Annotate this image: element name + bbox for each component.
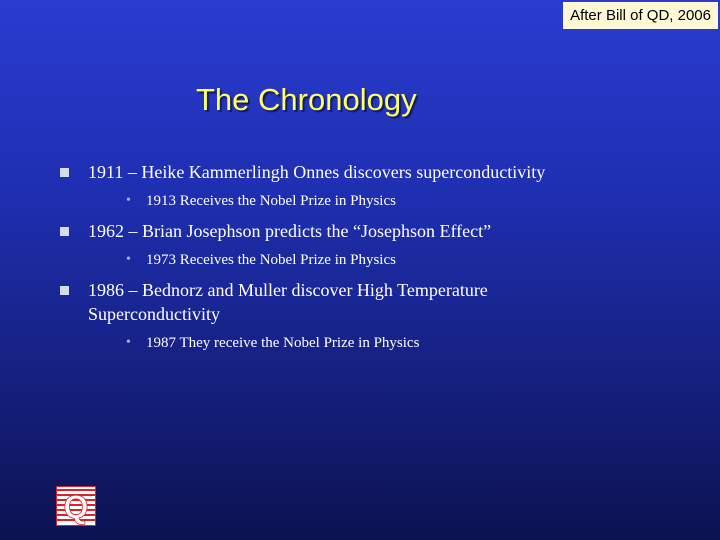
bullet-item <box>60 219 700 270</box>
sub-bullet <box>88 191 700 211</box>
sub-bullet <box>88 250 700 270</box>
square-bullet-icon <box>60 168 69 177</box>
logo-letter: Q <box>63 489 89 525</box>
bullet-item <box>60 278 700 353</box>
bullet-item <box>60 160 700 211</box>
bullet-text: 1911 – Heike Kammerlingh Onnes discovers superconductivity <box>88 162 546 182</box>
sub-bullet-text: 1987 They receive the Nobel Prize in Physics <box>146 335 420 351</box>
square-bullet-icon <box>60 227 69 236</box>
bullet-text: 1962 – Brian Josephson predicts the “Josephson Effect” <box>88 221 492 241</box>
sub-bullet-text: 1973 Receives the Nobel Prize in Physics <box>146 252 396 268</box>
dot-bullet-icon: • <box>126 193 131 208</box>
bullet-list <box>60 160 700 353</box>
slide-title: The Chronology <box>196 82 417 117</box>
square-bullet-icon <box>60 286 69 295</box>
dot-bullet-icon: • <box>126 252 131 267</box>
bullet-text: 1986 – Bednorz and Muller discover High Temperature Superconductivity <box>88 280 488 324</box>
dot-bullet-icon: • <box>126 335 131 350</box>
sub-bullet <box>88 333 700 353</box>
qd-logo-icon <box>56 486 96 526</box>
credit-label: After Bill of QD, 2006 <box>563 2 718 29</box>
sub-bullet-text: 1913 Receives the Nobel Prize in Physics <box>146 193 396 209</box>
